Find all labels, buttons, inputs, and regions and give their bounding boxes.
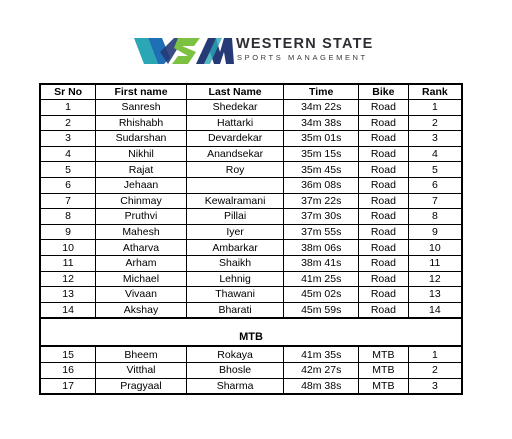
cell-bike: Road bbox=[359, 162, 409, 178]
cell-last-name: Shedekar bbox=[186, 100, 284, 116]
cell-rank: 1 bbox=[408, 346, 462, 362]
cell-first-name: Vitthal bbox=[96, 362, 187, 378]
cell-time: 34m 22s bbox=[284, 100, 359, 116]
cell-time: 45m 59s bbox=[284, 302, 359, 318]
cell-time: 35m 15s bbox=[284, 146, 359, 162]
cell-first-name: Bheem bbox=[96, 346, 187, 362]
table-row bbox=[40, 240, 462, 256]
section-title: MTB bbox=[40, 329, 462, 346]
cell-rank: 4 bbox=[408, 146, 462, 162]
cell-first-name: Mahesh bbox=[96, 224, 187, 240]
cell-last-name: Anandsekar bbox=[186, 146, 284, 162]
cell-bike: Road bbox=[359, 255, 409, 271]
header-row bbox=[40, 84, 462, 100]
cell-sr-no: 2 bbox=[40, 115, 96, 131]
cell-bike: Road bbox=[359, 131, 409, 147]
table-row bbox=[40, 115, 462, 131]
cell-rank: 11 bbox=[408, 255, 462, 271]
cell-rank: 13 bbox=[408, 287, 462, 303]
table-row bbox=[40, 255, 462, 271]
cell-last-name: Ambarkar bbox=[186, 240, 284, 256]
cell-last-name: Kewalramani bbox=[186, 193, 284, 209]
section-spacer bbox=[40, 318, 462, 329]
cell-time: 42m 27s bbox=[284, 362, 359, 378]
cell-sr-no: 8 bbox=[40, 209, 96, 225]
cell-sr-no: 13 bbox=[40, 287, 96, 303]
table-row bbox=[40, 131, 462, 147]
cell-sr-no: 12 bbox=[40, 271, 96, 287]
cell-time: 37m 55s bbox=[284, 224, 359, 240]
cell-last-name: Hattarki bbox=[186, 115, 284, 131]
section-title-row bbox=[40, 329, 462, 346]
cell-bike: Road bbox=[359, 240, 409, 256]
table-row bbox=[40, 146, 462, 162]
cell-time: 35m 01s bbox=[284, 131, 359, 147]
cell-last-name: Sharma bbox=[186, 378, 284, 394]
cell-first-name: Michael bbox=[96, 271, 187, 287]
cell-sr-no: 16 bbox=[40, 362, 96, 378]
table-row bbox=[40, 100, 462, 116]
cell-rank: 3 bbox=[408, 378, 462, 394]
cell-bike: Road bbox=[359, 209, 409, 225]
cell-rank: 8 bbox=[408, 209, 462, 225]
cell-first-name: Pruthvi bbox=[96, 209, 187, 225]
cell-time: 37m 30s bbox=[284, 209, 359, 225]
cell-time: 35m 45s bbox=[284, 162, 359, 178]
cell-time: 34m 38s bbox=[284, 115, 359, 131]
cell-last-name bbox=[186, 177, 284, 193]
cell-bike: Road bbox=[359, 177, 409, 193]
cell-bike: MTB bbox=[359, 346, 409, 362]
cell-bike: Road bbox=[359, 302, 409, 318]
cell-time: 36m 08s bbox=[284, 177, 359, 193]
cell-bike: MTB bbox=[359, 378, 409, 394]
cell-first-name: Sudarshan bbox=[96, 131, 187, 147]
brand-logo bbox=[134, 34, 374, 68]
cell-last-name: Thawani bbox=[186, 287, 284, 303]
results-table bbox=[39, 83, 463, 395]
logo-mark-icon bbox=[134, 34, 234, 68]
cell-sr-no: 5 bbox=[40, 162, 96, 178]
cell-time: 45m 02s bbox=[284, 287, 359, 303]
cell-last-name: Shaikh bbox=[186, 255, 284, 271]
cell-sr-no: 17 bbox=[40, 378, 96, 394]
cell-first-name: Vivaan bbox=[96, 287, 187, 303]
cell-rank: 3 bbox=[408, 131, 462, 147]
mtb-results bbox=[40, 346, 462, 394]
cell-sr-no: 15 bbox=[40, 346, 96, 362]
cell-sr-no: 7 bbox=[40, 193, 96, 209]
cell-bike: Road bbox=[359, 115, 409, 131]
cell-time: 37m 22s bbox=[284, 193, 359, 209]
cell-last-name: Bharati bbox=[186, 302, 284, 318]
mtb-section bbox=[40, 318, 462, 346]
cell-last-name: Rokaya bbox=[186, 346, 284, 362]
cell-rank: 6 bbox=[408, 177, 462, 193]
cell-sr-no: 14 bbox=[40, 302, 96, 318]
cell-bike: Road bbox=[359, 224, 409, 240]
cell-rank: 12 bbox=[408, 271, 462, 287]
cell-sr-no: 10 bbox=[40, 240, 96, 256]
header-rank: Rank bbox=[408, 84, 462, 100]
cell-rank: 2 bbox=[408, 115, 462, 131]
table-row bbox=[40, 209, 462, 225]
table-row bbox=[40, 302, 462, 318]
header-first-name: First name bbox=[96, 84, 187, 100]
cell-time: 38m 41s bbox=[284, 255, 359, 271]
cell-time: 41m 25s bbox=[284, 271, 359, 287]
table-row bbox=[40, 346, 462, 362]
cell-first-name: Sanresh bbox=[96, 100, 187, 116]
cell-time: 38m 06s bbox=[284, 240, 359, 256]
brand-tagline: SPORTS MANAGEMENT bbox=[237, 53, 368, 62]
cell-last-name: Bhosle bbox=[186, 362, 284, 378]
cell-last-name: Lehnig bbox=[186, 271, 284, 287]
cell-sr-no: 4 bbox=[40, 146, 96, 162]
cell-first-name: Akshay bbox=[96, 302, 187, 318]
cell-last-name: Iyer bbox=[186, 224, 284, 240]
cell-bike: MTB bbox=[359, 362, 409, 378]
cell-first-name: Chinmay bbox=[96, 193, 187, 209]
cell-rank: 14 bbox=[408, 302, 462, 318]
cell-rank: 1 bbox=[408, 100, 462, 116]
table-row bbox=[40, 177, 462, 193]
cell-bike: Road bbox=[359, 287, 409, 303]
cell-sr-no: 11 bbox=[40, 255, 96, 271]
table-row bbox=[40, 271, 462, 287]
cell-rank: 7 bbox=[408, 193, 462, 209]
table-row bbox=[40, 162, 462, 178]
cell-first-name: Rajat bbox=[96, 162, 187, 178]
cell-first-name: Arham bbox=[96, 255, 187, 271]
table-row bbox=[40, 362, 462, 378]
header-sr-no: Sr No bbox=[40, 84, 96, 100]
cell-bike: Road bbox=[359, 146, 409, 162]
cell-time: 48m 38s bbox=[284, 378, 359, 394]
table-row bbox=[40, 224, 462, 240]
cell-sr-no: 9 bbox=[40, 224, 96, 240]
cell-sr-no: 3 bbox=[40, 131, 96, 147]
header-time: Time bbox=[284, 84, 359, 100]
cell-first-name: Jehaan bbox=[96, 177, 187, 193]
cell-first-name: Rhishabh bbox=[96, 115, 187, 131]
cell-first-name: Pragyaal bbox=[96, 378, 187, 394]
cell-bike: Road bbox=[359, 193, 409, 209]
header-bike: Bike bbox=[359, 84, 409, 100]
cell-last-name: Pillai bbox=[186, 209, 284, 225]
cell-bike: Road bbox=[359, 100, 409, 116]
table-row bbox=[40, 378, 462, 394]
cell-last-name: Devardekar bbox=[186, 131, 284, 147]
header-last-name: Last Name bbox=[186, 84, 284, 100]
table-row bbox=[40, 287, 462, 303]
cell-rank: 9 bbox=[408, 224, 462, 240]
cell-rank: 2 bbox=[408, 362, 462, 378]
table-row bbox=[40, 193, 462, 209]
road-results bbox=[40, 100, 462, 319]
cell-time: 41m 35s bbox=[284, 346, 359, 362]
cell-rank: 5 bbox=[408, 162, 462, 178]
cell-first-name: Atharva bbox=[96, 240, 187, 256]
cell-rank: 10 bbox=[408, 240, 462, 256]
brand-name: WESTERN STATE bbox=[236, 36, 374, 52]
cell-first-name: Nikhil bbox=[96, 146, 187, 162]
cell-last-name: Roy bbox=[186, 162, 284, 178]
cell-sr-no: 1 bbox=[40, 100, 96, 116]
cell-sr-no: 6 bbox=[40, 177, 96, 193]
cell-bike: Road bbox=[359, 271, 409, 287]
